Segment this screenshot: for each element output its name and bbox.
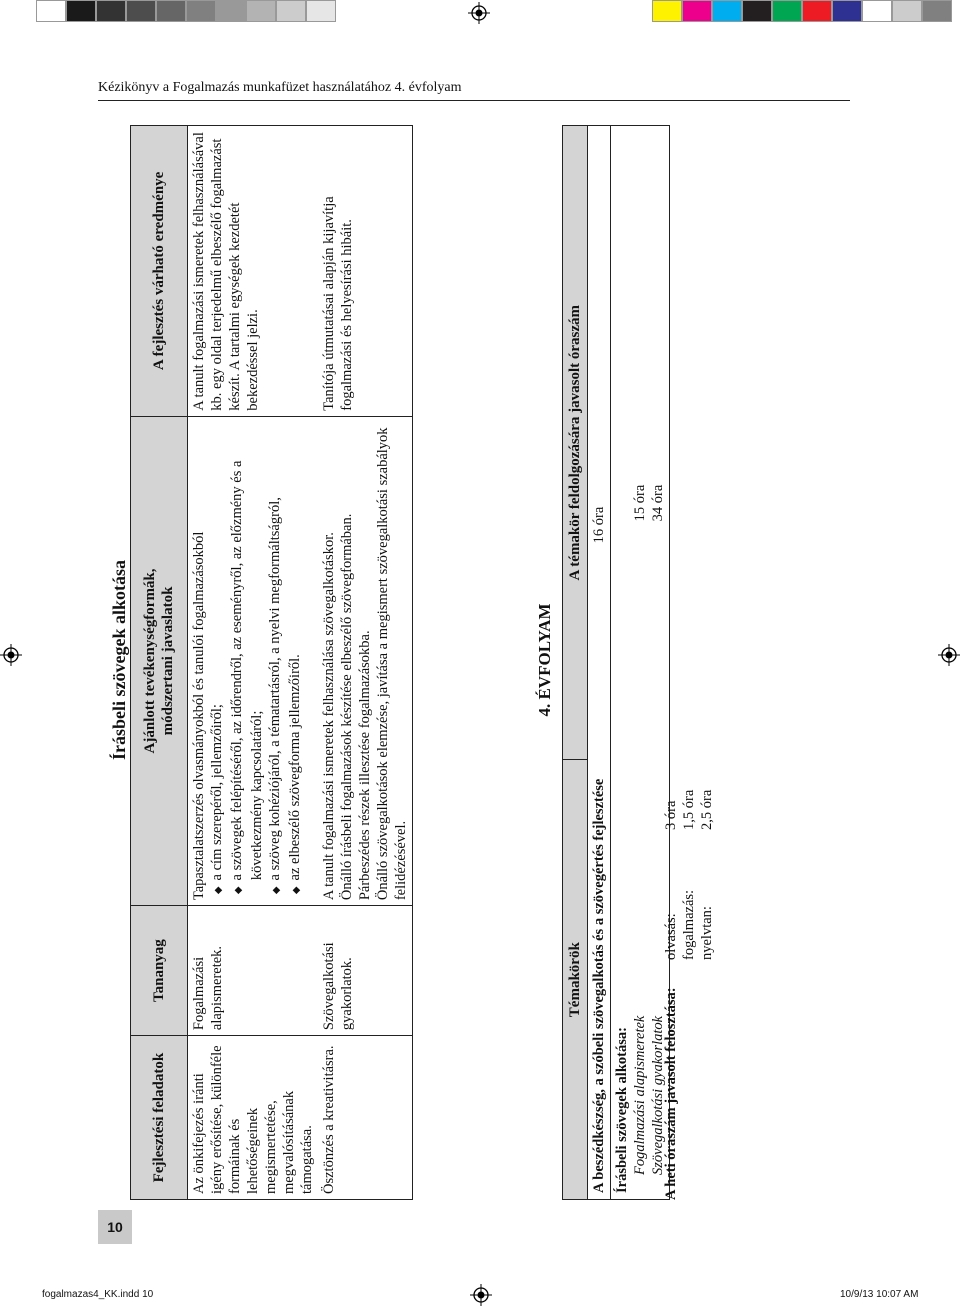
activity-bullet: ◆ a szövegek felépítéséről, az időrendről, az eseményről, az előzmény és a következmény kapcsolatáról;: [228, 422, 266, 900]
curriculum-table: [130, 125, 413, 1200]
column-header-tasks: Fejlesztési feladatok: [131, 1036, 188, 1200]
cell-activities: [188, 416, 319, 905]
table-header-row: [131, 126, 188, 1200]
cell-task: Ösztönzés a kreativitásra.: [318, 1036, 413, 1200]
registration-mark-icon: [0, 644, 22, 666]
footer-file-info: fogalmazas4_KK.indd 10: [42, 1289, 154, 1300]
activity-bullet: ◆ a szöveg kohéziójáról, a tématartásról, a nyelvi megformáltságról,: [266, 422, 286, 900]
color-swatch: [772, 0, 802, 22]
column-header-hours: A témakör feldolgozására javasolt óraszám: [563, 126, 588, 760]
cell-material: Fogalmazási alapismeretek.: [188, 906, 319, 1036]
column-header-results: A fejlesztés várható eredménye: [131, 126, 188, 417]
weekly-item-value: 1,5 óra: [681, 789, 697, 830]
weekly-item-value: 3 óra: [663, 800, 679, 830]
color-swatch: [96, 0, 126, 22]
weekly-item-name: nyelvtan:: [699, 906, 715, 960]
color-swatch: [802, 0, 832, 22]
registration-mark-icon: [468, 2, 490, 24]
activity-line: A tanult fogalmazási ismeretek felhasználása szövegalkotáskor.: [321, 532, 337, 901]
table-row: [188, 126, 319, 1200]
table-row: [318, 126, 413, 1200]
color-swatch: [922, 0, 952, 22]
activity-bullet: ◆ a cím szerepéről, jellemzőiről;: [208, 422, 228, 900]
column-header-activities: [131, 416, 188, 905]
topic-row-writing: [611, 126, 670, 1200]
color-swatch: [832, 0, 862, 22]
process-color-bar: [652, 0, 952, 22]
weekly-item-name: olvasás:: [663, 913, 679, 960]
color-swatch: [742, 0, 772, 22]
color-swatch: [652, 0, 682, 22]
color-swatch: [682, 0, 712, 22]
activity-line: Önálló írásbeli fogalmazások készítése elbeszélő szövegformában.: [339, 513, 355, 901]
color-swatch: [216, 0, 246, 22]
color-swatch: [862, 0, 892, 22]
color-swatch: [246, 0, 276, 22]
color-swatch: [306, 0, 336, 22]
color-swatch: [36, 0, 66, 22]
subtopic-label: Fogalmazási alapismeretek: [632, 1015, 648, 1175]
cell-result: A tanult fogalmazási ismeretek felhasználásával kb. egy oldal terjedelmű elbeszélő fogalmazást készít. A tartalmi egységek kezdetét bekezdéssel jelzi.: [188, 126, 319, 417]
cell-task: Az önkifejezés iránti igény erősítése, különféle formáinak és lehetőségeinek megismertetése, megvalósításának támogatása.: [188, 1036, 319, 1200]
cell-activities: [318, 416, 413, 905]
header-activities-line2: módszertani javaslatok: [160, 586, 176, 736]
color-swatch: [712, 0, 742, 22]
section-title: Írásbeli szövegek alkotása: [109, 560, 129, 760]
color-swatch: [156, 0, 186, 22]
topics-header-row: [563, 126, 588, 1200]
topic-label: Írásbeli szövegek alkotása:: [614, 1027, 630, 1193]
subtopic-hours: 34 óra: [650, 484, 666, 522]
color-swatch: [66, 0, 96, 22]
column-header-material: Tananyag: [131, 906, 188, 1036]
color-swatch: [186, 0, 216, 22]
weekly-hours: [662, 500, 716, 1200]
subtopic-label: Szövegalkotási gyakorlatok: [650, 1015, 666, 1175]
registration-mark-icon: [470, 1284, 492, 1306]
activity-line: Önálló szövegalkotások elemzése, javítása a megismert szövegalkotási szabályok felidézésével.: [375, 427, 409, 901]
topic-row-speech: [588, 126, 611, 1200]
activity-intro: Tapasztalatszerzés olvasmányokból és tanulói fogalmazásokból: [191, 531, 207, 901]
color-swatch: [276, 0, 306, 22]
registration-mark-icon: [938, 644, 960, 666]
weekly-item-name: fogalmazás:: [681, 889, 697, 960]
subtopic-hours: 15 óra: [632, 484, 648, 522]
weekly-item-value: 2,5 óra: [699, 789, 715, 830]
column-header-topics: Témakörök: [563, 760, 588, 1200]
header-activities-line1: Ajánlott tevékenységformák,: [142, 568, 158, 754]
table-row: [588, 126, 611, 1200]
topic-label: A beszédkészség, a szóbeli szövegalkotás és a szövegértés fejlesztése: [591, 778, 607, 1193]
running-header: Kézikönyv a Fogalmazás munkafüzet használatához 4. évfolyam: [98, 78, 850, 101]
cell-result: Tanítója útmutatásai alapján kijavítja fogalmazási és helyesírási hibáit.: [318, 126, 413, 417]
topics-table: [562, 125, 670, 1200]
cell-material: Szövegalkotási gyakorlatok.: [318, 906, 413, 1036]
weekly-label: A heti óraszám javasolt felosztása:: [663, 987, 679, 1200]
topic-hours: 16 óra: [591, 506, 607, 544]
grade-title: 4. ÉVFOLYAM: [535, 603, 554, 717]
color-swatch: [892, 0, 922, 22]
rotated-content: [110, 120, 850, 1200]
page-number: 10: [98, 1210, 132, 1244]
grayscale-color-bar: [36, 0, 336, 22]
table-row: [611, 126, 670, 1200]
footer-date: 10/9/13 10:07 AM: [840, 1289, 919, 1300]
color-swatch: [126, 0, 156, 22]
activity-bullet: ◆ az elbeszélő szövegforma jellemzőiről.: [286, 422, 306, 900]
activity-line: Párbeszédes részek illesztése fogalmazásokba.: [357, 630, 373, 901]
